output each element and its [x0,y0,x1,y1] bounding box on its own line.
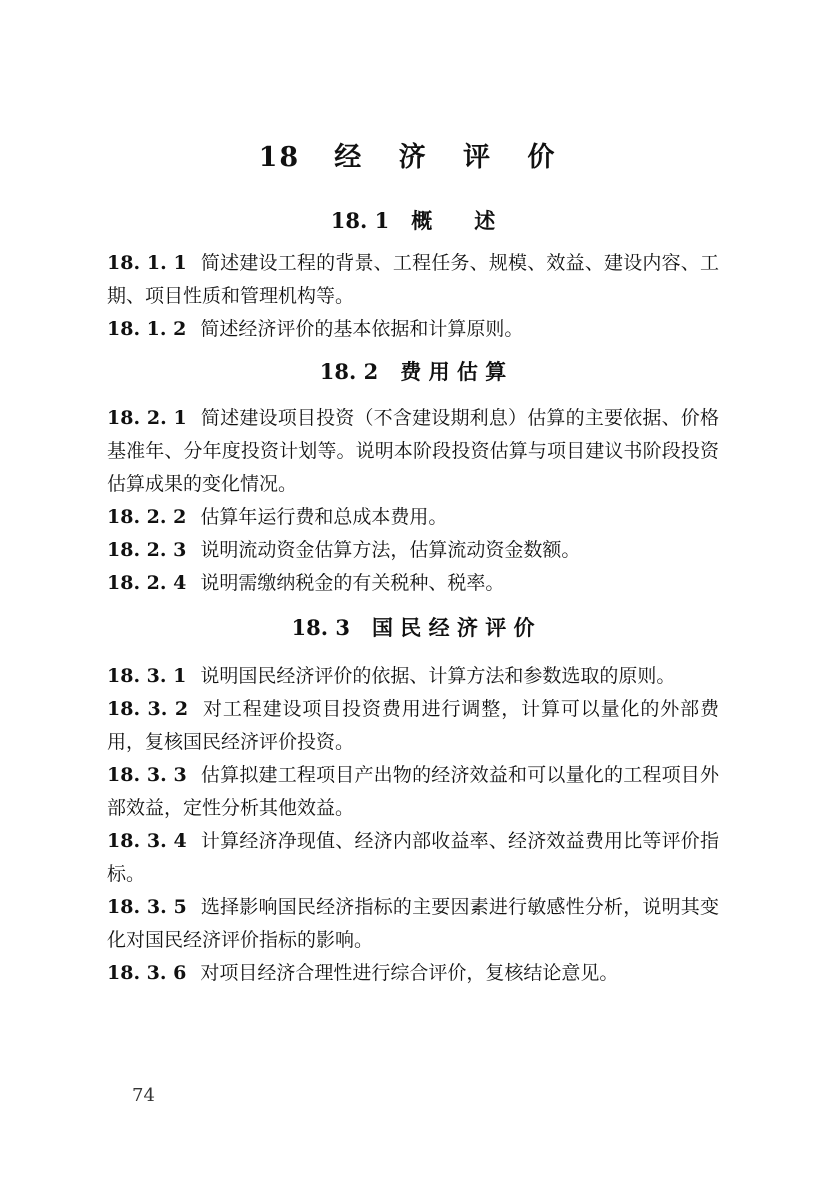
clause-18-1-2 [107,313,719,346]
section-18-2 [107,356,719,600]
clause-18-2-2 [107,501,719,534]
clause-number: 18. 3. 5 [107,896,187,918]
clause-18-3-6 [107,957,719,990]
clause-number: 18. 2. 1 [107,407,187,429]
section-18-3 [107,612,719,990]
chapter-title [0,135,827,174]
clause-number: 18. 2. 4 [107,572,187,594]
clause-text: 计算经济净现值、经济内部收益率、经济效益费用比等评价指标。 [107,830,719,885]
clause-text: 简述建设项目投资（不含建设期利息）估算的主要依据、价格基准年、分年度投资计划等。说明本阶段投资估算与项目建议书阶段投资估算成果的变化情况。 [107,407,719,495]
clause-18-3-3 [107,759,719,825]
section-heading: 费 用 估 算 [400,359,507,384]
section-title [107,612,719,642]
clause-18-3-2 [107,693,719,759]
clause-number: 18. 3. 4 [107,830,187,852]
clause-text: 说明流动资金估算方法，估算流动资金数额。 [200,539,581,561]
clause-number: 18. 1. 1 [107,252,187,274]
clause-number: 18. 3. 6 [107,962,187,984]
section-number: 18. 2 [319,359,379,384]
clause-text: 对工程建设项目投资费用进行调整，计算可以量化的外部费用，复核国民经济评价投资。 [107,698,719,753]
clause-18-2-1 [107,402,719,501]
clause-number: 18. 1. 2 [107,318,187,340]
section-heading: 国 民 经 济 评 价 [371,615,535,640]
section-title [107,205,719,235]
page-number: 74 [132,1085,155,1106]
chapter-number: 18 [258,142,301,173]
clause-number: 18. 3. 3 [107,764,187,786]
clause-18-3-4 [107,825,719,891]
clause-number: 18. 2. 2 [107,506,187,528]
section-number: 18. 1 [330,208,390,233]
clause-text: 对项目经济合理性进行综合评价，复核结论意见。 [200,962,619,984]
section-title [107,356,719,386]
section-18-1 [107,205,719,346]
clause-text: 选择影响国民经济指标的主要因素进行敏感性分析，说明其变化对国民经济评价指标的影响。 [107,896,719,951]
chapter-heading: 经 济 评 价 [334,142,569,173]
clause-18-2-3 [107,534,719,567]
document-body [107,205,719,990]
clause-18-1-1 [107,247,719,313]
clause-text: 估算年运行费和总成本费用。 [200,506,448,528]
clause-number: 18. 3. 1 [107,665,187,687]
clause-18-3-1 [107,660,719,693]
clause-text: 简述经济评价的基本依据和计算原则。 [200,318,524,340]
clause-text: 估算拟建工程项目产出物的经济效益和可以量化的工程项目外部效益，定性分析其他效益。 [107,764,719,819]
clause-number: 18. 2. 3 [107,539,187,561]
clause-number: 18. 3. 2 [107,698,189,720]
clause-text: 说明国民经济评价的依据、计算方法和参数选取的原则。 [200,665,676,687]
clause-18-3-5 [107,891,719,957]
clause-18-2-4 [107,567,719,600]
section-heading: 概 述 [411,208,496,233]
clause-text: 说明需缴纳税金的有关税种、税率。 [200,572,505,594]
clause-text: 简述建设工程的背景、工程任务、规模、效益、建设内容、工期、项目性质和管理机构等。 [107,252,719,307]
section-number: 18. 3 [291,615,350,640]
